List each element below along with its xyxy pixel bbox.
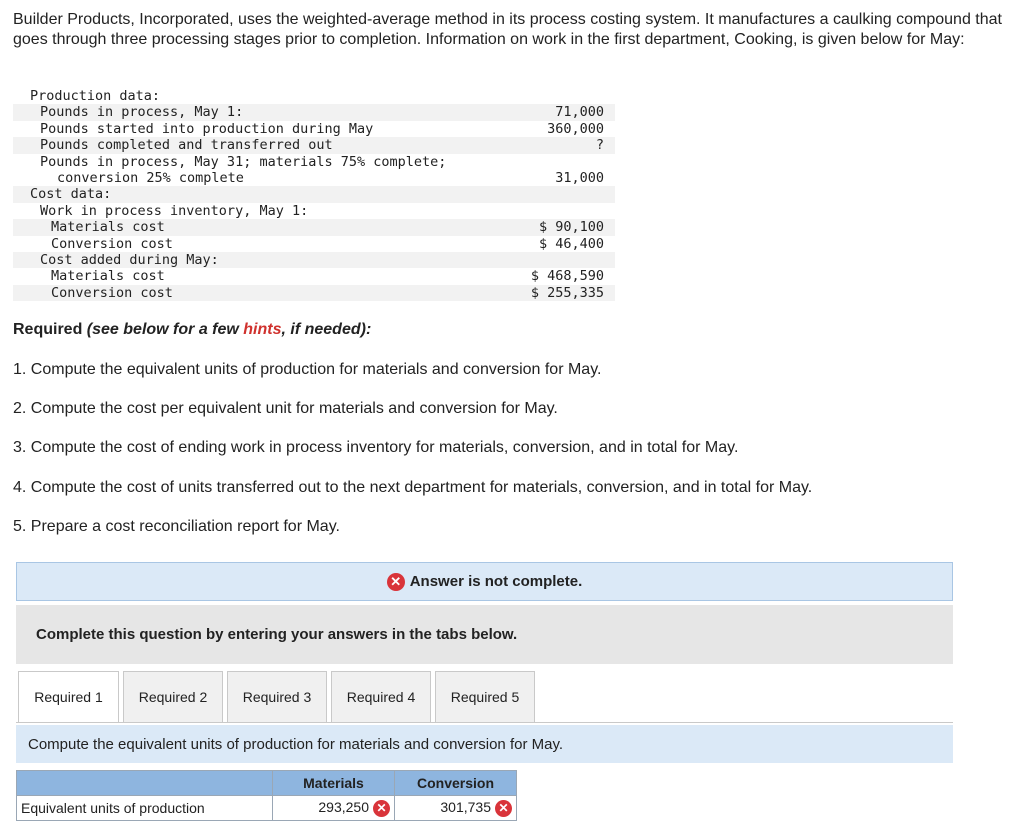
header-conversion: Conversion	[395, 771, 517, 796]
required-title: Required	[13, 321, 83, 338]
data-value: $ 255,335	[530, 284, 604, 301]
data-row	[13, 121, 615, 137]
conversion-value: 301,735	[440, 799, 491, 816]
table-row	[17, 796, 517, 821]
data-row	[13, 170, 615, 186]
instruction-banner	[16, 605, 953, 664]
tab-required-2[interactable]: Required 2	[123, 671, 223, 723]
data-label: Conversion cost	[51, 235, 173, 252]
x-circle-icon: ✕	[373, 800, 390, 817]
tab-description	[16, 725, 953, 763]
data-label: Pounds started into production during May	[40, 120, 374, 137]
data-row	[13, 88, 615, 104]
data-value: 360,000	[547, 120, 604, 137]
table-header-row	[17, 771, 517, 796]
data-row	[13, 285, 615, 301]
data-label: Pounds in process, May 31; materials 75% complete;	[40, 153, 447, 170]
data-value: $ 90,100	[538, 219, 604, 236]
instruction-text: Complete this question by entering your answers in the tabs below.	[36, 626, 518, 643]
hints-link[interactable]: hints	[243, 321, 282, 338]
question-2: 2. Compute the cost per equivalent unit for materials and conversion for May.	[13, 400, 558, 417]
data-label: Cost added during May:	[40, 251, 219, 268]
tab-required-1[interactable]: Required 1	[18, 671, 119, 723]
problem-intro: Builder Products, Incorporated, uses the weighted-average method in its process costing system. It manufactures a caulking compound that goes through three processing stages prior to completion. Information on work in the first department, Cooking, is given below for May:	[13, 11, 1002, 48]
question-5: 5. Prepare a cost reconciliation report for May.	[13, 518, 340, 535]
data-row	[13, 236, 615, 252]
data-row	[13, 268, 615, 284]
answer-status-text: Answer is not complete.	[409, 573, 583, 590]
required-paren-end: , if needed):	[281, 321, 372, 338]
materials-value: 293,250	[318, 799, 369, 816]
row-label: Equivalent units of production	[17, 796, 273, 821]
tab-required-5[interactable]: Required 5	[435, 671, 535, 723]
data-value: $ 46,400	[538, 235, 604, 252]
tab-divider	[16, 722, 953, 723]
data-row	[13, 219, 615, 235]
tab-required-4[interactable]: Required 4	[331, 671, 431, 723]
data-row	[13, 186, 615, 202]
tab-required-3[interactable]: Required 3	[227, 671, 327, 723]
data-label: Pounds completed and transferred out	[40, 137, 333, 154]
question-1: 1. Compute the equivalent units of production for materials and conversion for May.	[13, 361, 602, 378]
data-label: Materials cost	[51, 268, 165, 285]
question-3: 3. Compute the cost of ending work in process inventory for materials, conversion, and in total for May.	[13, 439, 739, 456]
x-circle-icon: ✕	[387, 573, 405, 591]
data-row	[13, 252, 615, 268]
x-circle-icon: ✕	[495, 800, 512, 817]
data-label: Materials cost	[51, 219, 165, 236]
data-row	[13, 137, 615, 153]
data-label: Pounds in process, May 1:	[40, 104, 244, 121]
materials-input[interactable]	[273, 796, 395, 821]
answer-status-banner	[16, 562, 953, 601]
data-label: Cost data:	[30, 186, 112, 203]
data-label: Production data:	[30, 88, 161, 104]
data-label: conversion 25% complete	[57, 169, 244, 186]
tab-description-text: Compute the equivalent units of production for materials and conversion for May.	[28, 735, 564, 753]
data-label: Work in process inventory, May 1:	[40, 202, 309, 219]
question-4: 4. Compute the cost of units transferred out to the next department for materials, conversion, and in total for May.	[13, 479, 813, 496]
equivalent-units-table	[16, 770, 517, 821]
required-paren-start: (see below for a few	[86, 321, 244, 338]
header-materials: Materials	[273, 771, 395, 796]
data-value: ?	[595, 137, 604, 154]
data-label: Conversion cost	[51, 284, 173, 301]
data-row	[13, 154, 615, 170]
data-table	[13, 88, 615, 301]
data-row	[13, 104, 615, 120]
header-blank-cell	[17, 771, 273, 796]
conversion-input[interactable]	[395, 796, 517, 821]
data-value: 31,000	[555, 169, 604, 186]
data-value: 71,000	[555, 104, 604, 121]
required-heading	[13, 321, 371, 339]
data-row	[13, 203, 615, 219]
data-value: $ 468,590	[530, 268, 604, 285]
tab-bar	[18, 671, 539, 723]
